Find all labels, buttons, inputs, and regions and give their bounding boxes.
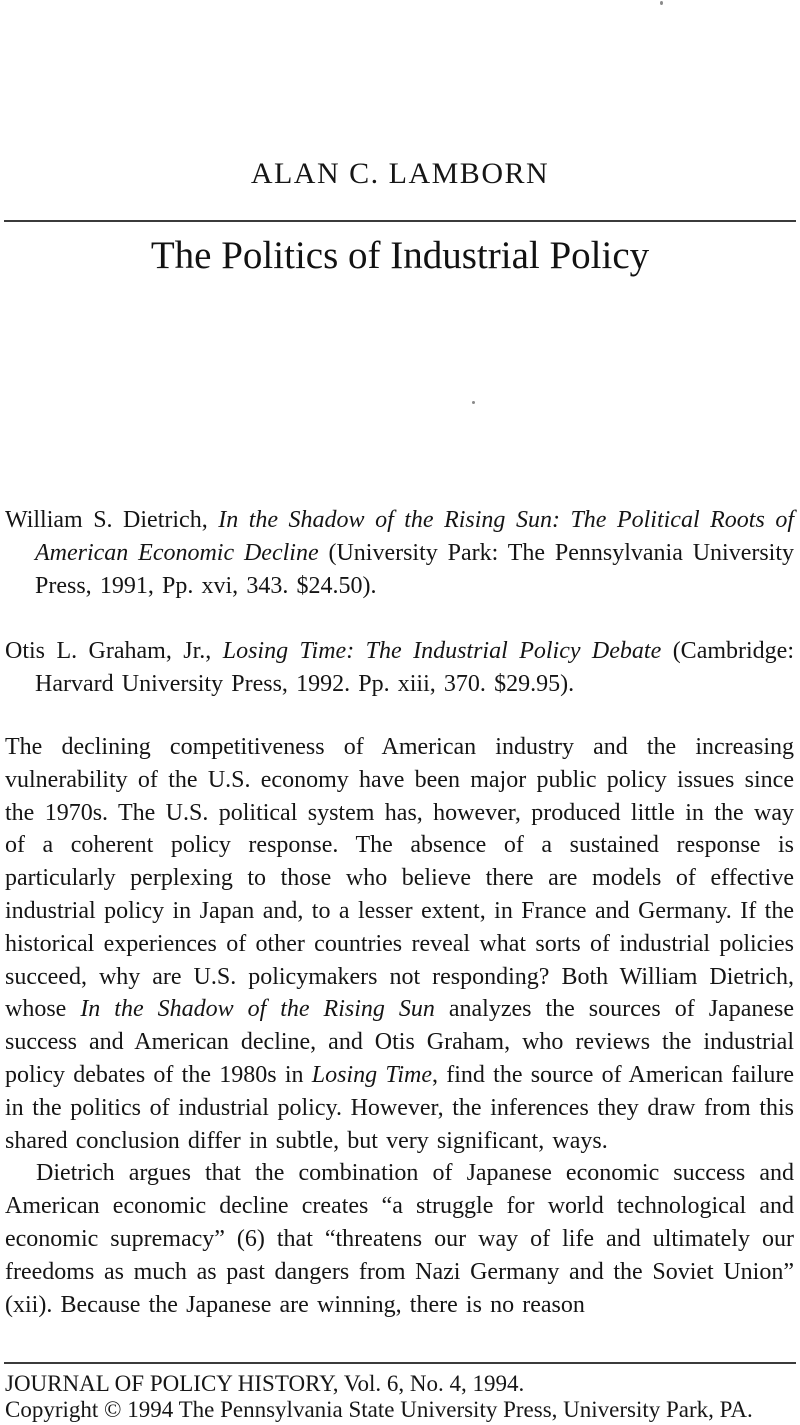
book-citation-dietrich — [5, 504, 794, 602]
body-paragraph-1 — [5, 731, 794, 1157]
header-rule — [4, 220, 796, 222]
citation-author: Otis L. Graham, Jr., — [5, 638, 223, 665]
article-title: The Politics of Industrial Policy — [150, 234, 650, 277]
footer-journal-line: JOURNAL OF POLICY HISTORY, Vol. 6, No. 4, 1994. — [5, 1371, 525, 1396]
paragraph-text: , find the source of American failure in the politics of industrial policy. However, the inferences they draw from this shared conclusion differ in subtle, but very significant, ways. — [5, 1061, 794, 1154]
journal-footer — [5, 1371, 794, 1422]
article-body — [5, 504, 794, 1321]
paragraph-text: The declining competitiveness of American industry and the increasing vulnerability of the U.S. economy have been major public policy issues since the 1970s. The U.S. political system has, however, produced little in the way of a coherent policy response. The absence of a sustained response is particularly perplexing to those who believe there are models of effective industrial policy in Japan and, to a lesser extent, in France and Germany. If the historical experiences of other countries reveal what sorts of industrial policies succeed, why are U.S. policymakers not responding? Both William Dietrich, whose — [5, 733, 794, 1023]
citation-book-title: In the Shadow of the Rising Sun: The Political Roots of American Economic Decline — [35, 507, 794, 566]
body-paragraph-2: Dietrich argues that the combination of Japanese economic success and American economic decline creates “a struggle for world technological and economic supremacy” (6) that “threatens our way of life and ultimately our freedoms as much as past dangers from Nazi Germany and the Soviet Union” (xii). Because the Japanese are winning, there is no reason — [5, 1160, 794, 1318]
scan-artifact-dot — [472, 401, 475, 404]
citation-publisher: (University Park: The Pennsylvania University Press, 1991, Pp. xvi, 343. $24.50). — [35, 539, 795, 599]
book-citation-graham — [5, 635, 794, 701]
book-title-inline: In the Shadow of the Rising Sun — [80, 996, 435, 1023]
footer-copyright-line: Copyright © 1994 The Pennsylvania State University Press, University Park, PA. — [5, 1396, 753, 1422]
citation-publisher: (Cambridge: Harvard University Press, 1992. Pp. xiii, 370. $29.95). — [35, 638, 794, 698]
citation-author: William S. Dietrich, — [5, 507, 219, 533]
scan-artifact-dot — [660, 1, 663, 5]
paragraph-text: analyzes the sources of Japanese success and American decline, and Otis Graham, who reviews the industrial policy debates of the 1980s in — [5, 996, 794, 1088]
author-name: ALAN C. LAMBORN — [250, 157, 550, 190]
citation-book-title: Losing Time: The Industrial Policy Debate — [222, 638, 662, 665]
footer-rule — [4, 1362, 796, 1364]
book-title-inline: Losing Time — [311, 1061, 433, 1088]
